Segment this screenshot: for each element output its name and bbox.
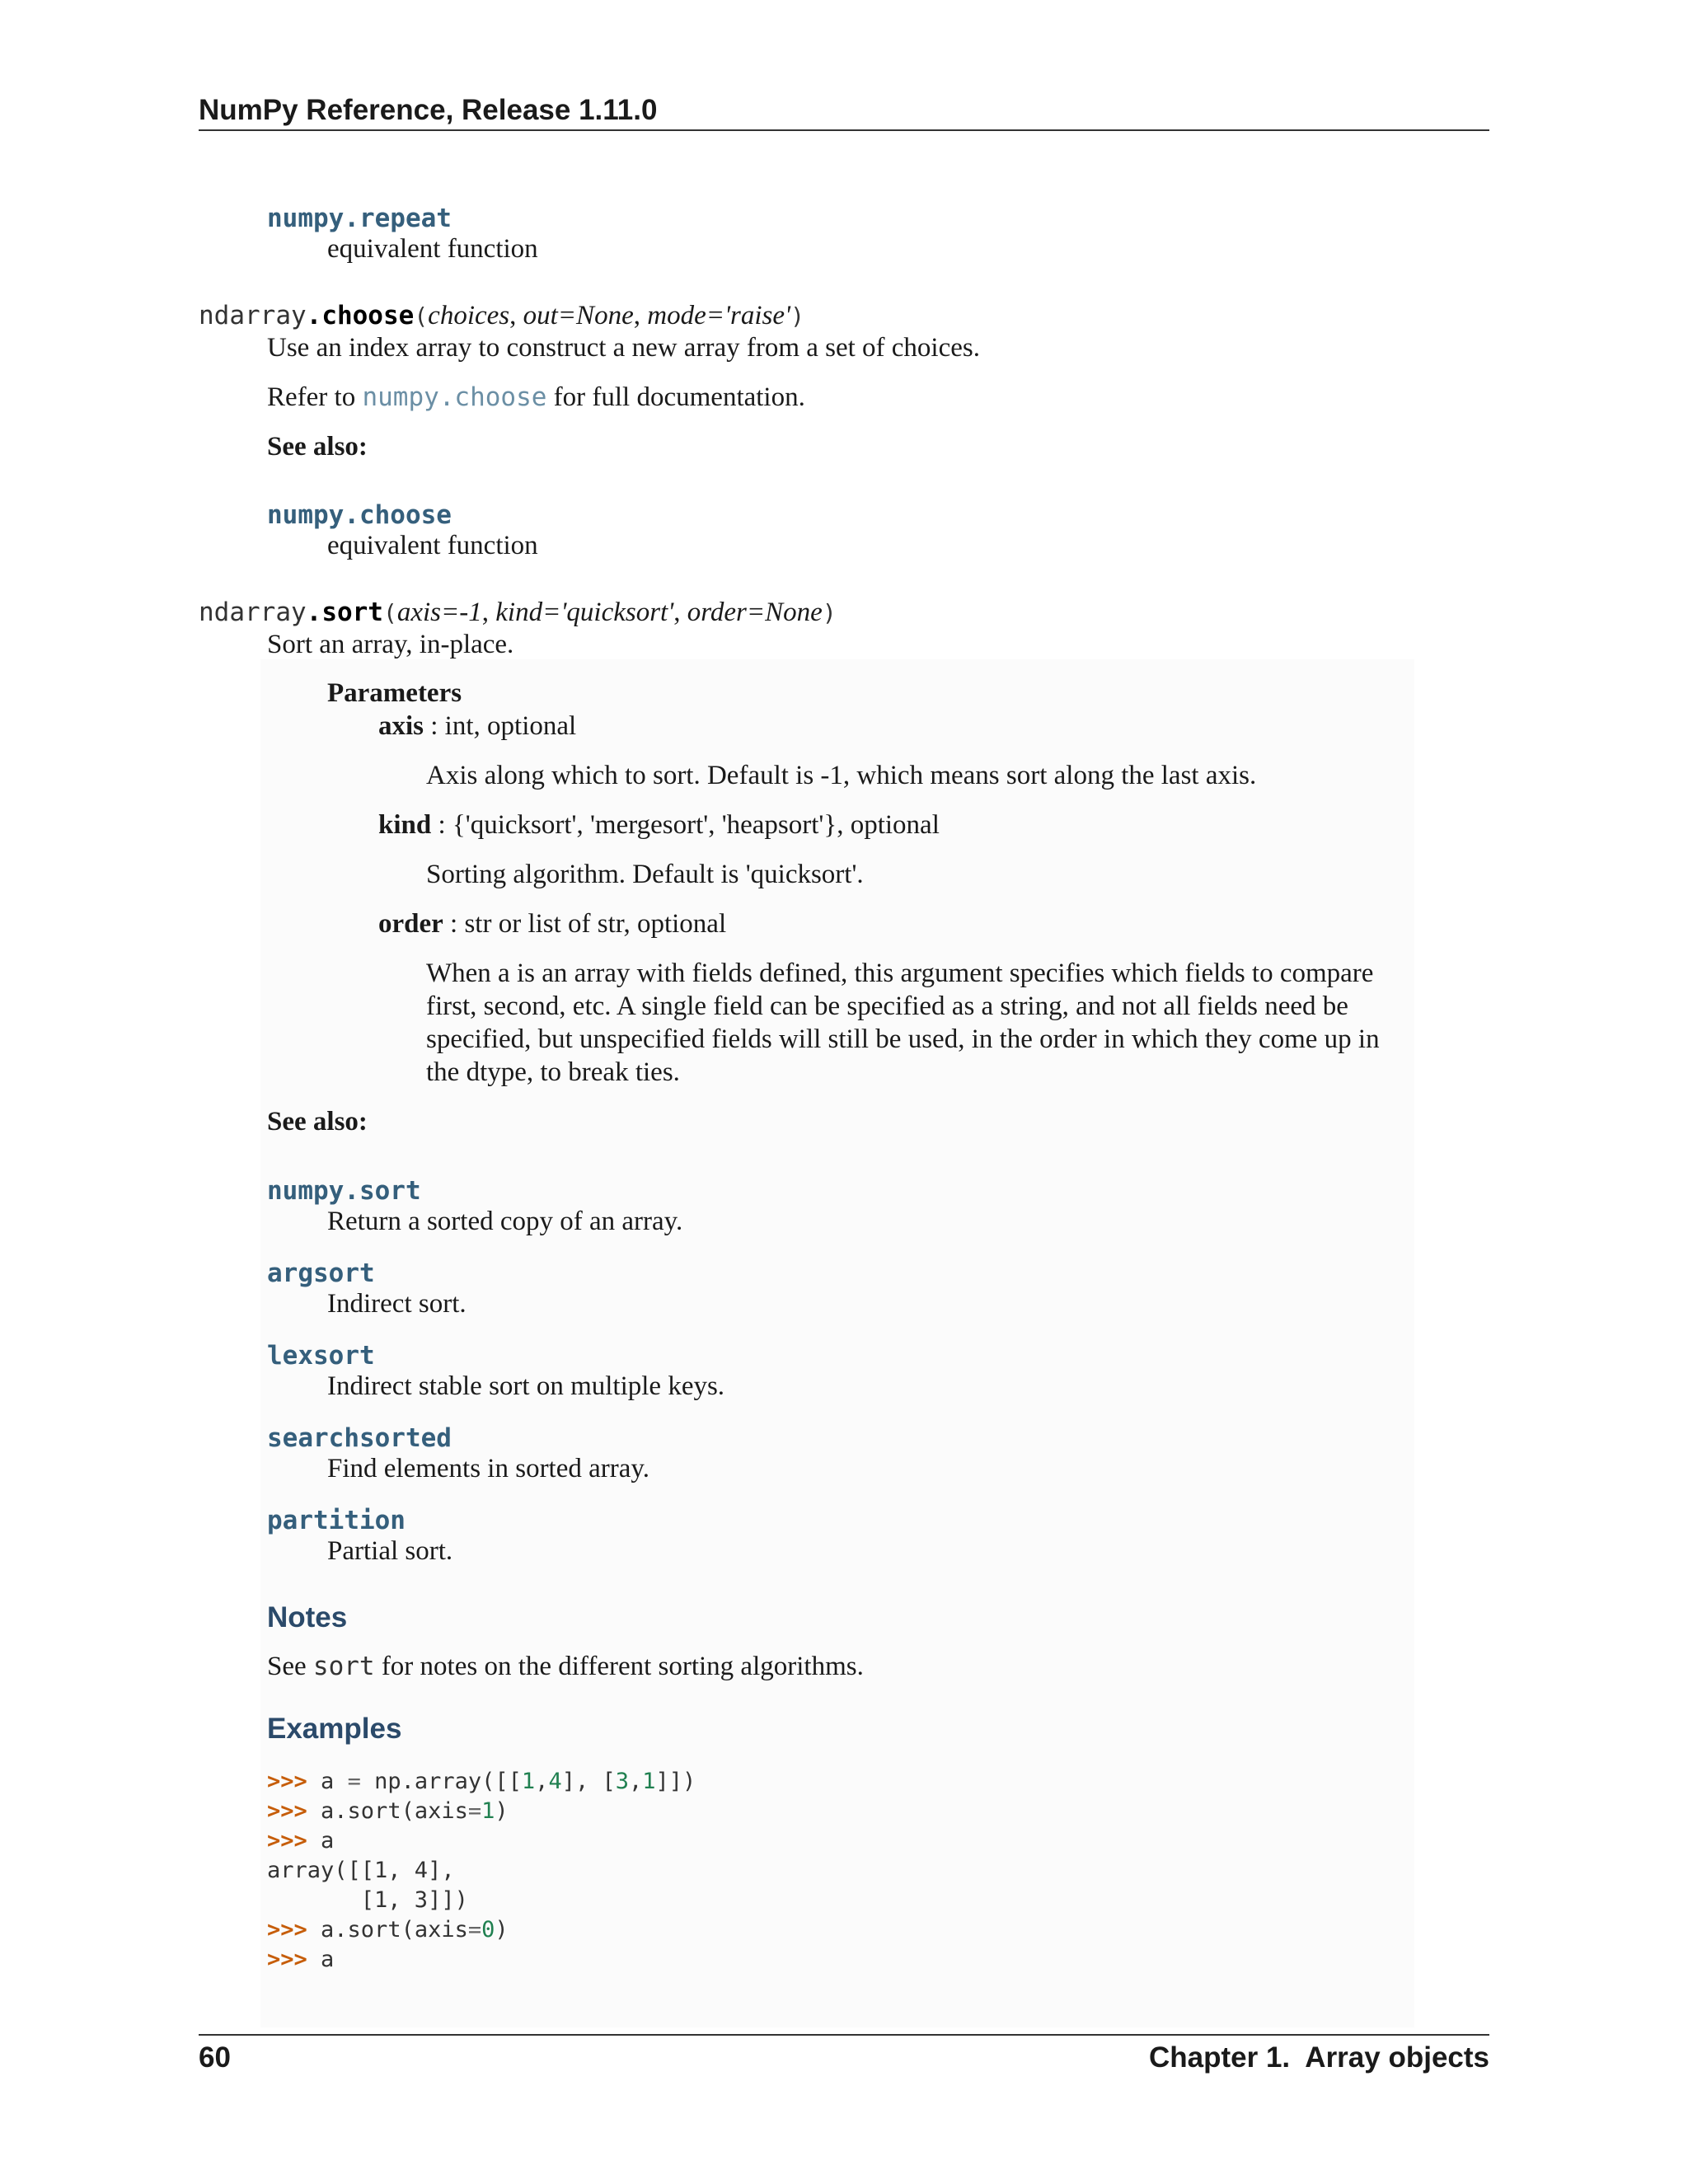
sig-open-paren: ( [414,302,429,330]
footer-rule [199,2034,1489,2036]
sig-arg: mode='raise' [647,301,791,330]
param-kind-header [378,810,940,841]
see-also-link-lexsort[interactable]: lexsort [267,1341,375,1371]
see-also-link-numpy-choose[interactable]: numpy.choose [267,500,452,530]
param-name: axis [378,711,424,741]
choose-signature: ndarray.choose(choices, out=None, mode='raise') [199,301,804,330]
sig-arg: out=None [523,301,634,330]
param-name: order [378,909,443,939]
param-axis-desc: Axis along which to sort. Default is -1, which means sort along the last axis. [426,761,1257,790]
see-also-desc: equivalent function [327,234,538,264]
see-also-desc: Indirect sort. [327,1289,467,1319]
param-name: kind [378,810,432,840]
notes-pre: See [267,1652,307,1681]
page-number: 60 [199,2041,231,2074]
parameters-label: Parameters [327,678,462,708]
param-order-header [378,909,726,940]
see-also-link-numpy-sort[interactable]: numpy.sort [267,1176,421,1206]
notes-code-sort[interactable]: sort [312,1652,375,1681]
running-header-title: NumPy Reference, Release 1.11.0 [199,94,658,126]
see-also-link-numpy-repeat[interactable]: numpy.repeat [267,204,452,233]
sig-arg: axis=-1 [396,598,482,627]
sig-method-name[interactable]: .choose [306,301,415,330]
chapter-title: Chapter 1. Array objects [1148,2041,1489,2074]
choose-see-also-label: See also: [267,432,368,462]
param-type: : int, optional [424,711,577,741]
param-type: : {'quicksort', 'mergesort', 'heapsort'}, optional [431,810,940,840]
param-order-desc-line: When a is an array with fields defined, this argument specifies which fields to compare [426,958,1374,988]
see-also-desc: Indirect stable sort on multiple keys. [327,1371,725,1401]
notes-heading: Notes [267,1601,348,1633]
see-also-desc: equivalent function [327,531,538,560]
choose-refer [267,382,805,413]
header-rule [199,129,1489,131]
sig-open-paren: ( [382,599,397,626]
sort-summary: Sort an array, in-place. [267,630,514,659]
sig-close-paren: ) [790,302,804,330]
see-also-link-argsort[interactable]: argsort [267,1258,375,1288]
see-also-desc: Return a sorted copy of an array. [327,1207,683,1236]
refer-link-numpy-choose[interactable]: numpy.choose [362,382,547,412]
refer-pre: Refer to [267,382,356,412]
sig-arg: kind='quicksort' [495,598,674,627]
sort-see-also-label: See also: [267,1107,368,1137]
sig-prefix: ndarray [199,301,307,330]
param-order-desc-line: specified, but unspecified fields will still be used, in the order in which they come up in [426,1024,1380,1054]
sort-signature: ndarray.sort(axis=-1, kind='quicksort', order=None) [199,598,837,627]
examples-heading: Examples [267,1713,402,1745]
param-order-desc-line: first, second, etc. A single field can be specified as a string, and not all fields need be [426,991,1348,1021]
see-also-link-searchsorted[interactable]: searchsorted [267,1423,452,1453]
param-order-desc-line: the dtype, to break ties. [426,1057,680,1087]
notes-post: for notes on the different sorting algorithms. [381,1652,864,1681]
sig-arg: choices [428,301,510,330]
param-type: : str or list of str, optional [443,909,727,939]
refer-post: for full documentation. [553,382,805,412]
sig-arg: order=None [687,598,823,627]
sig-close-paren: ) [822,599,837,626]
example-code-block: >>> a = np.array([[1,4], [3,1]]) >>> a.sort(axis=1) >>> a array([[1, 4], [1, 3]]) >>> a.sort(axis=0) >>> a [267,1769,696,1972]
see-also-desc: Partial sort. [327,1536,453,1566]
param-axis-header [378,711,576,742]
notes-text [267,1652,864,1682]
choose-summary: Use an index array to construct a new array from a set of choices. [267,333,980,363]
see-also-link-partition[interactable]: partition [267,1506,406,1535]
param-kind-desc: Sorting algorithm. Default is 'quicksort'. [426,860,864,889]
see-also-desc: Find elements in sorted array. [327,1454,650,1483]
sig-method-name[interactable]: .sort [306,598,383,627]
sig-prefix: ndarray [199,598,307,627]
